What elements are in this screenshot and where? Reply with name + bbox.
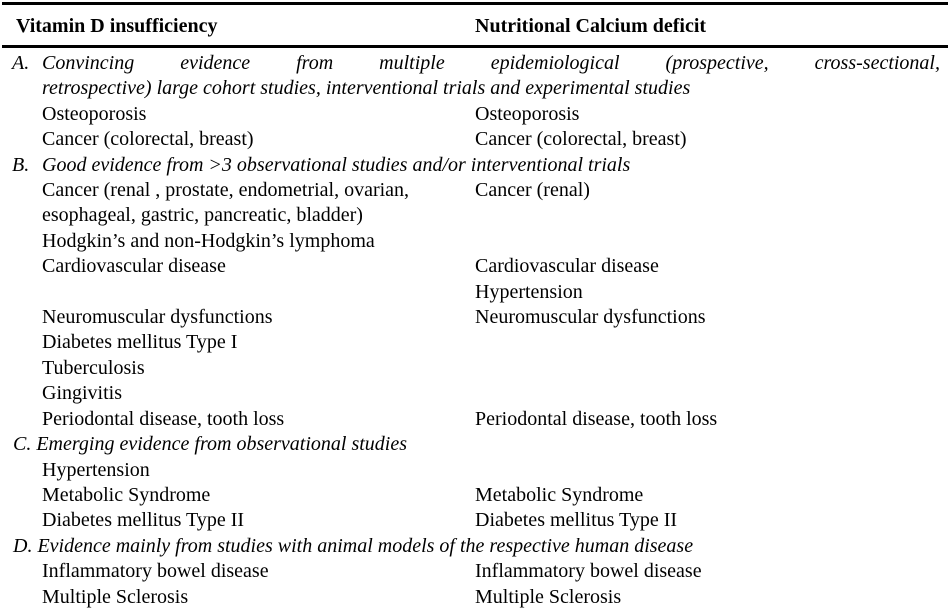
cell-left: Metabolic Syndrome (42, 483, 211, 506)
cell-right: Neuromuscular dysfunctions (475, 306, 706, 329)
cell-right: Diabetes mellitus Type II (475, 509, 678, 532)
section-a-label: A. (12, 52, 30, 74)
cell-left: Hodgkin’s and non-Hodgkin’s lymphoma (42, 229, 375, 252)
section-c-description: Emerging evidence from observational studies (36, 433, 408, 456)
section-a-description-line-2: retrospective) large cohort studies, interventional trials and experimental studies (42, 77, 691, 100)
section-b-description-line-1: Good evidence from >3 observational studies and/or interventional trials (42, 153, 631, 176)
cell-right: Cancer (renal) (475, 179, 590, 202)
section-a-description-line-1: Convincing evidence from multiple epidemiological (prospective, cross-sectional, (42, 52, 940, 74)
cell-left: Tuberculosis (42, 356, 145, 379)
section-b-label: B. (12, 153, 30, 176)
cell-left: Gingivitis (42, 382, 123, 405)
section-c (0, 432, 950, 457)
section-a (0, 51, 950, 102)
cell-left: Neuromuscular dysfunctions (42, 306, 273, 329)
table-header-row (0, 5, 950, 45)
cell-left: Multiple Sclerosis (42, 585, 189, 608)
table-row (0, 330, 950, 355)
cell-left: Diabetes mellitus Type II (42, 509, 245, 532)
cell-right: Cardiovascular disease (475, 255, 659, 278)
cell-left: Osteoporosis (42, 102, 147, 125)
cell-right: Osteoporosis (475, 102, 580, 125)
cell-left (42, 280, 475, 305)
cell-right: Cancer (colorectal, breast) (475, 128, 687, 151)
table-body (0, 48, 950, 610)
cell-left: Hypertension (42, 458, 150, 481)
table-row (0, 305, 950, 330)
table-row (0, 356, 950, 381)
paper-table-page (0, 2, 950, 608)
table-row (0, 254, 950, 279)
table-row (0, 280, 950, 305)
cell-left: Cancer (renal , prostate, endometrial, ovarian, esophageal, gastric, pancreatic, bladder) (42, 179, 410, 227)
table-row (0, 407, 950, 432)
cell-left: Cancer (colorectal, breast) (42, 128, 254, 151)
cell-right (475, 229, 950, 254)
table-row (0, 508, 950, 533)
section-b (0, 153, 950, 178)
section-c-label: C. (13, 433, 32, 456)
section-d-description: Evidence mainly from studies with animal models of the respective human disease (37, 534, 694, 557)
table-row (0, 178, 950, 229)
table-row (0, 127, 950, 152)
cell-right: Multiple Sclerosis (475, 585, 622, 608)
cell-right (475, 381, 950, 406)
section-d-label: D. (13, 534, 33, 557)
cell-left: Diabetes mellitus Type I (42, 331, 238, 354)
cell-right: Inflammatory bowel disease (475, 560, 702, 583)
table-row (0, 483, 950, 508)
cell-right: Metabolic Syndrome (475, 483, 644, 506)
column-header-vitamin-d: Vitamin D insufficiency (16, 15, 218, 37)
cell-right (475, 458, 950, 483)
cell-right (475, 330, 950, 355)
cell-left: Periodontal disease, tooth loss (42, 407, 285, 430)
table-row (0, 229, 950, 254)
section-d (0, 534, 950, 559)
column-header-calcium-deficit: Nutritional Calcium deficit (475, 15, 707, 37)
cell-right: Hypertension (475, 280, 583, 303)
table-row (0, 458, 950, 483)
cell-right (475, 356, 950, 381)
cell-left: Cardiovascular disease (42, 255, 226, 278)
cell-right: Periodontal disease, tooth loss (475, 407, 718, 430)
table-row (0, 381, 950, 406)
cell-left: Inflammatory bowel disease (42, 560, 269, 583)
table-row (0, 102, 950, 127)
table-row (0, 559, 950, 584)
table-row (0, 585, 950, 610)
